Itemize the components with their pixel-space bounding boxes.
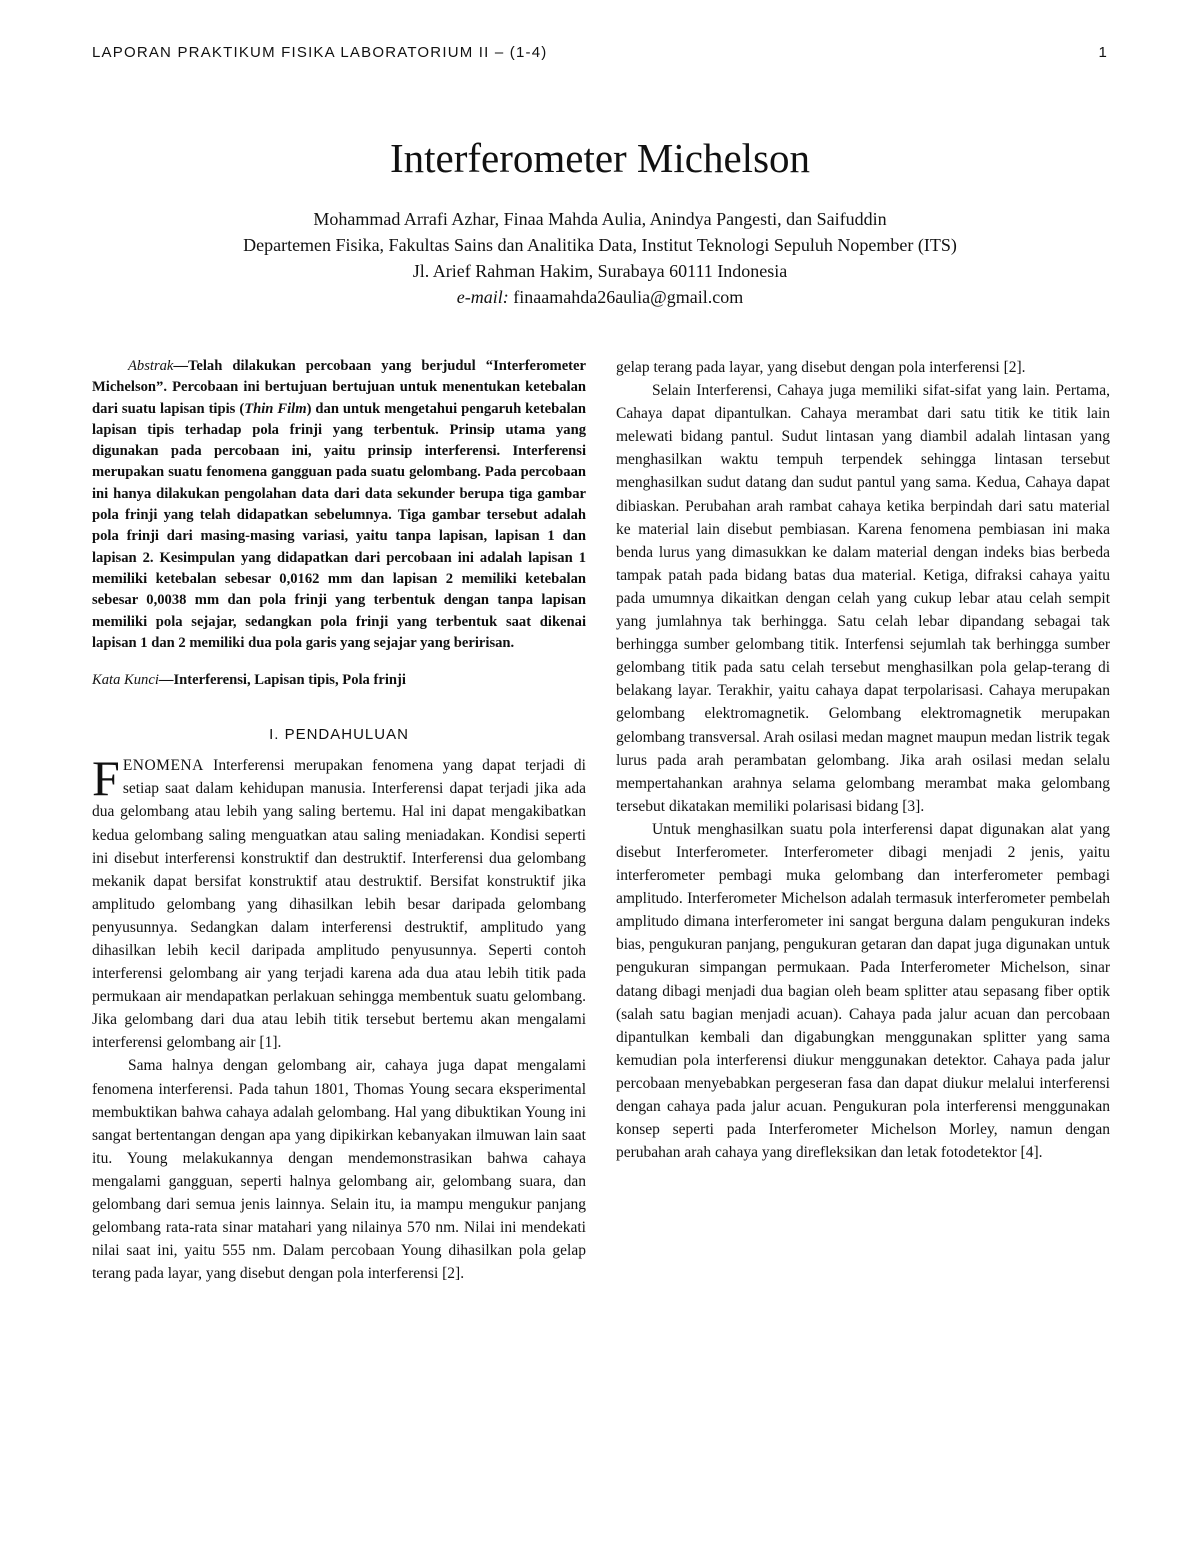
affiliation: Departemen Fisika, Fakultas Sains dan Analitika Data, Institut Teknologi Sepuluh Nopember (ITS) — [243, 235, 957, 255]
small-caps-lead: ENOMENA — [122, 757, 204, 775]
intro-paragraph-3: Selain Interferensi, Cahaya juga memiliki sifat-sifat yang lain. Pertama, Cahaya dapat dipantulkan. Cahaya merambat dari satu titik ke titik lain melewati bidang pantul. Sudut lintasan yang diambil adalah lintasan yang menghasilkan waktu tempuh terpendek sehingga lintasan tersebut menghasilkan sudut datang dan sudut pantul yang sama. Kedua, Cahaya dapat dibiaskan. Perubahan arah rambat cahaya ketika berpindah dari satu material ke material lain disebut pembiasan. Karena fenomena pembiasan ini maka benda lurus yang dimasukkan ke dalam material dengan indeks bias berbeda tampak patah pada bidang batas dua material. Ketiga, difraksi cahaya yaitu pada umumnya dikaitkan dengan celah yang cukup lebar atau celah sempit yang jumlahnya tak berhingga. Satu celah lebar dipandang sebagai tak berhingga sumber gelombang titik. Interfensi sejumlah tak berhingga sumber gelombang titik pada satu celah tersebut menghasilkan pola gelap-terang di belakang layar. Terakhir, yaitu cahaya dapat terpolarisasi. Cahaya merupakan gelombang elektromagnetik. Gelombang elektromagnetik merupakan gelombang transversal. Arah osilasi medan magnet maupun medan listrik tegak lurus pada arah perambatan gelombang. Jika arah osilasi medan selalu mempertahankan arahnya selama gelombang merambat maka gelombang tersebut dikatakan memiliki polarisasi bidang [3]. — [616, 382, 1110, 815]
paper-title: Interferometer Michelson — [389, 135, 811, 181]
abstract — [92, 356, 586, 654]
email-label: e-mail: — [456, 287, 509, 307]
email-line — [0, 284, 1200, 310]
abstract-emphasis: Thin Film — [244, 400, 307, 417]
running-header — [92, 44, 1108, 61]
right-column — [616, 356, 1110, 1164]
running-title: LAPORAN PRAKTIKUM FISIKA LABORATORIUM II – (1-4) — [92, 44, 548, 61]
intro-paragraph-1-text: Interferensi merupakan fenomena yang dapat terjadi di setiap saat dalam kehidupan manusia. Interferensi dapat terjadi jika ada dua gelombang atau lebih yang saling bertemu. Hal ini dapat mengakibatkan kedua gelombang saling menguatkan atau saling meniadakan. Kondisi seperti ini disebut interferensi konstruktif dan destruktif. Interferensi dua gelombang mekanik dapat bersifat konstruktif atau destruktif. Bersifat konstruktif jika amplitudo gelombang yang dihasilkan lebih besar daripada gelombang penyusunnya. Sedangkan dalam interferensi destruktif, amplitudo yang dihasilkan lebih kecil daripada amplitudo penyusunnya. Seperti contoh interferensi gelombang air yang terjadi karena ada dua atau lebih titik pada permukaan air mendapatkan perlakuan sehingga membentuk suatu gelombang. Jika gelombang dari dua atau lebih titik tersebut bertemu akan mengalami interferensi gelombang air [1]. — [92, 757, 586, 1052]
intro-paragraph-2-continued: gelap terang pada layar, yang disebut dengan pola interferensi [2]. — [616, 359, 1026, 376]
email-address: finaamahda26aulia@gmail.com — [513, 287, 744, 307]
abstract-text-1: —Telah dilakukan percobaan yang berjudul “Interferometer Michelson”. Percobaan ini bertujuan bertujuan untuk menentukan ketebalan dari suatu lapisan tipis ( — [92, 358, 586, 417]
author-block — [0, 206, 1200, 310]
keywords — [92, 670, 586, 691]
drop-cap: F — [92, 750, 120, 807]
section-heading: I. PENDAHULUAN — [269, 726, 409, 744]
keywords-lead: Kata Kunci — [92, 672, 159, 689]
page-number: 1 — [1098, 44, 1108, 61]
left-column — [92, 356, 586, 1308]
abstract-lead: Abstrak — [128, 358, 174, 374]
intro-paragraph-4: Untuk menghasilkan suatu pola interferensi dapat digunakan alat yang disebut Interferometer. Interferometer dibagi menjadi 2 jenis, yaitu interferometer pembagi muka gelombang dan interferometer pembagi amplitudo. Interferometer Michelson adalah termasuk interferometer pembelah amplitudo dimana interferometer ini sangat berguna dalam pengukuran indeks bias, pengukuran panjang, pengukuran getaran dan dapat juga digunakan untuk pengukuran simpangan permukaan. Pada Interferometer Michelson, sinar datang dibagi menjadi dua bagian oleh beam splitter atau sepasang fiber optik (salah satu bagian menjadi acuan). Cahaya pada jalur acuan dan percobaan dipantulkan kembali dan digabungkan menggunakan splitter yang sama kemudian pola interferensi diukur menggunakan detektor. Cahaya pada jalur percobaan menyebabkan pergeseran fasa dan dapat diukur melalui interferensi dengan cahaya pada jalur acuan. Pengukuran pola interferensi menggunakan konsep seperti pada Interferometer Michelson Morley, namun dengan perubahan arah cahaya yang direfleksikan dan letak fotodetektor [4]. — [616, 820, 1110, 1162]
intro-paragraph-1 — [92, 750, 586, 1054]
keywords-text: —Interferensi, Lapisan tipis, Pola frinji — [158, 672, 406, 689]
author-list: Mohammad Arrafi Azhar, Finaa Mahda Aulia, Anindya Pangesti, dan Saifuddin — [313, 209, 887, 229]
intro-paragraph-2: Sama halnya dengan gelombang air, cahaya juga dapat mengalami fenomena interferensi. Pada tahun 1801, Thomas Young secara eksperimental membuktikan bahwa cahaya adalah gelombang. Hal yang dibuktikan Young ini sangat bertentangan dengan apa yang dipikirkan kebanyakan ilmuwan lain saat itu. Young melakukannya dengan mendemonstrasikan bahwa cahaya mengalami gangguan, seperti halnya gelombang air, gelombang suara, dan gelombang dari semua jenis lainnya. Selain itu, ia mampu mengukur panjang gelombang rata-rata sinar matahari yang nilainya 570 nm. Nilai ini mendekati nilai saat ini, yaitu 555 nm. Dalam percobaan Young dihasilkan pola gelap terang pada layar, yang disebut dengan pola interferensi [2]. — [92, 1057, 586, 1283]
abstract-text-2: ) dan untuk mengetahui pengaruh ketebalan lapisan tipis terhadap pola frinji yang terbentuk. Prinsip utama yang digunakan pada percobaan ini, yaitu prinsip interferensi. Interferensi merupakan suatu fenomena gangguan pada suatu gelombang. Pada percobaan ini hanya dilakukan pengolahan data dari data sekunder berupa tiga gambar pola frinji yang telah didapatkan sebelumnya. Tiga gambar tersebut adalah pola frinji dari masing-masing variasi, yaitu tanpa lapisan, lapisan 1 dan lapisan 2. Kesimpulan yang didapatkan dari percobaan ini adalah lapisan 1 memiliki ketebalan sebesar 0,0162 mm dan lapisan 2 memiliki ketebalan sebesar 0,0038 mm dan pola frinji yang terbentuk dengan tanpa lapisan memiliki pola sejajar, sedangkan pola frinji yang terbentuk saat dikenai lapisan 1 dan 2 memiliki dua pola garis yang sejajar yang beririsan. — [92, 400, 586, 651]
address: Jl. Arief Rahman Hakim, Surabaya 60111 Indonesia — [412, 261, 788, 281]
